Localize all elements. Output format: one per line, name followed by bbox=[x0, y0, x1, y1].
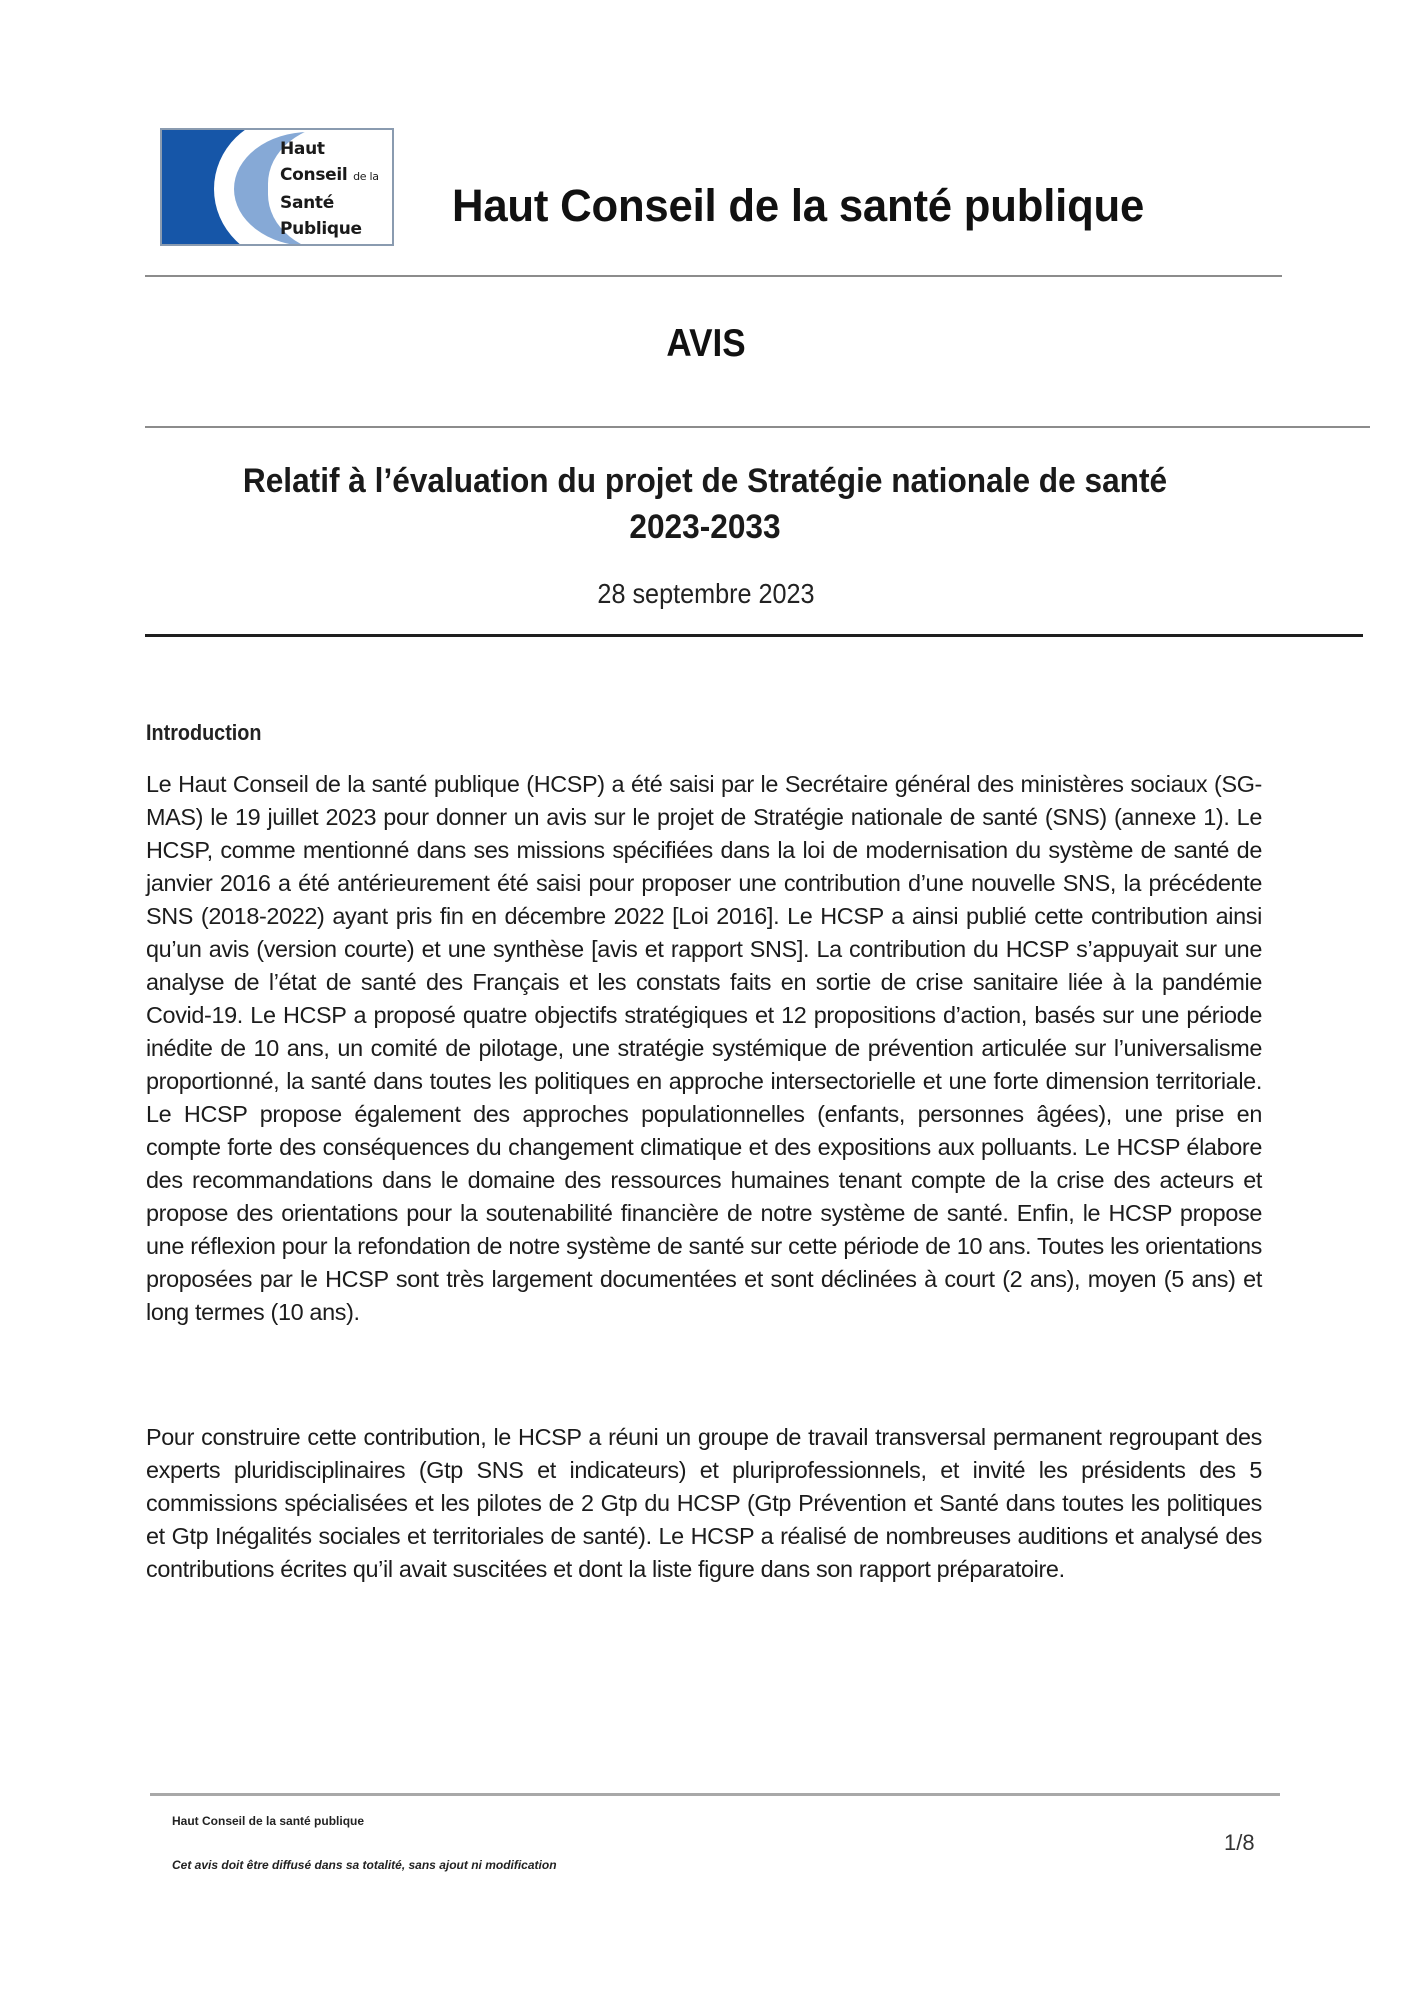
footer-divider bbox=[150, 1793, 1280, 1796]
footer-notice: Cet avis doit être diffusé dans sa totalité, sans ajout ni modification bbox=[172, 1858, 557, 1872]
date-divider bbox=[145, 634, 1363, 637]
page-number: 1/8 bbox=[1224, 1830, 1255, 1855]
section-heading-introduction: Introduction bbox=[146, 720, 262, 745]
logo-line-4: Publique bbox=[280, 219, 362, 239]
hcsp-logo bbox=[160, 128, 394, 246]
logo-line-2-main: Conseil bbox=[280, 165, 348, 185]
document-type: AVIS bbox=[666, 322, 746, 365]
document-subject bbox=[189, 458, 1221, 550]
body-paragraph: Le Haut Conseil de la santé publique (HCSP) a été saisi par le Secrétaire général des ministères sociaux (SG-MAS) le 19 juillet 2023 pour donner un avis sur le projet de Stratégie nationale de santé (SNS) (annexe 1). Le HCSP, comme mentionné dans ses missions spécifiées dans la loi de modernisation du système de santé de janvier 2016 a été antérieurement été saisi pour proposer une contribution d’une nouvelle SNS, la précédente SNS (2018-2022) ayant pris fin en décembre 2022 [Loi 2016]. Le HCSP a ainsi publié cette contribution ainsi qu’un avis (version courte) et une synthèse [avis et rapport SNS]. La contribution du HCSP s’appuyait sur une analyse de l’état de santé des Français et les constats faits en sortie de crise sanitaire liée à la pandémie Covid-19. Le HCSP a proposé quatre objectifs stratégiques et 12 propositions d’action, basés sur une période inédite de 10 ans, un comité de pilotage, une stratégie systémique de prévention articulée sur l’universalisme proportionné, la santé dans toutes les politiques en approche intersectorielle et une forte dimension territoriale. Le HCSP propose également des approches populationnelles (enfants, personnes âgées), une prise en compte forte des conséquences du changement climatique et des expositions aux polluants. Le HCSP élabore des recommandations dans le domaine des ressources humaines tenant compte de la crise des acteurs et propose des orientations pour la soutenabilité financière de notre système de santé. Enfin, le HCSP propose une réflexion pour la refondation de notre système de santé sur cette période de 10 ans. Toutes les orientations proposées par le HCSP sont très largement documentées et sont déclinées à court (2 ans), moyen (5 ans) et long termes (10 ans). bbox=[146, 771, 1262, 1325]
document-date: 28 septembre 2023 bbox=[597, 578, 815, 609]
title-divider bbox=[145, 426, 1370, 428]
logo-text bbox=[280, 136, 379, 242]
logo-line-2 bbox=[280, 162, 379, 190]
subject-line-1: Relatif à l’évaluation du projet de Stratégie nationale de santé bbox=[242, 462, 1168, 500]
header-divider bbox=[145, 275, 1282, 277]
organization-title: Haut Conseil de la santé publique bbox=[452, 180, 1145, 231]
logo-line-2-small: de la bbox=[353, 170, 379, 183]
footer-organization: Haut Conseil de la santé publique bbox=[172, 1814, 365, 1828]
subject-line-2: 2023-2033 bbox=[629, 508, 781, 546]
logo-line-1: Haut bbox=[280, 139, 325, 159]
body-paragraph: Pour construire cette contribution, le HCSP a réuni un groupe de travail transversal permanent regroupant des experts pluridisciplinaires (Gtp SNS et indicateurs) et pluriprofessionnels, et invité les présidents des 5 commissions spécialisées et les pilotes de 2 Gtp du HCSP (Gtp Prévention et Santé dans toutes les politiques et Gtp Inégalités sociales et territoriales de santé). Le HCSP a réalisé de nombreuses auditions et analysé des contributions écrites qu’il avait suscitées et dont la liste figure dans son rapport préparatoire. bbox=[146, 1424, 1262, 1582]
logo-line-3: Santé bbox=[280, 193, 334, 213]
